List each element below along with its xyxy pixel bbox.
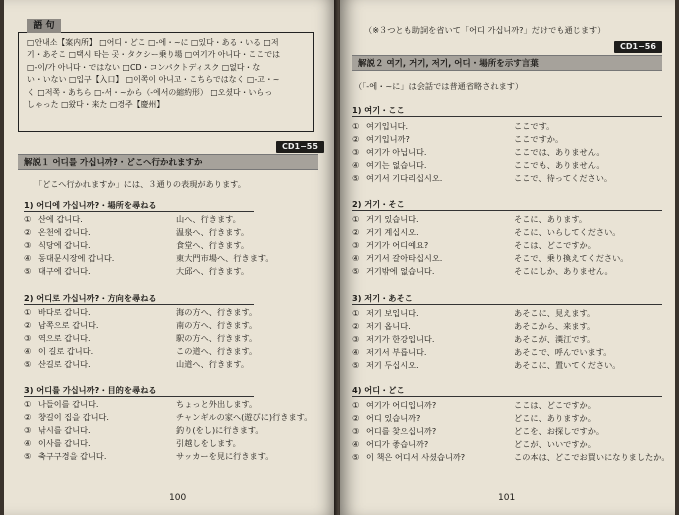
korean-text: 여기서 기다리십시오. (365, 173, 443, 183)
japanese-text: どこが、いいですか。 (514, 439, 596, 449)
section-heading: 解説２ 여기, 거기, 저기, 어디・場所を示す言葉 (352, 55, 662, 71)
korean-text: 거기 있습니다. (365, 214, 419, 224)
item-number: ⑤ (24, 451, 32, 461)
example-row (352, 146, 605, 158)
japanese-text: サッカーを見に行きます。 (176, 451, 274, 461)
example-row (352, 239, 596, 251)
vocabulary-line: い・いない □입구【入口】 □이쪽이 아니고・こちらではなく □-고・~ (27, 75, 280, 85)
item-number: ③ (352, 426, 360, 436)
korean-text: 거기서 갈아타십시오. (365, 253, 443, 263)
japanese-text: 引越しをします。 (176, 438, 241, 448)
intro-text: （「-에・~に」は会話では普通省略されます） (354, 81, 524, 91)
example-row (352, 265, 613, 277)
vocabulary-line: く □저쪽・あちら □-서・~から（-에서の縮約形） □오셨다・いらっ (27, 87, 273, 97)
korean-text: 여기가 어디입니까? (365, 400, 437, 410)
item-number: ② (24, 320, 32, 330)
item-number: ② (352, 134, 360, 144)
item-number: ④ (24, 253, 32, 263)
japanese-text: ここでは、ありません。 (514, 147, 605, 157)
left-page (4, 0, 337, 515)
japanese-text: ここでも、ありません。 (514, 160, 605, 170)
item-number: ① (352, 214, 360, 224)
korean-text: 어디가 좋습니까? (365, 439, 429, 449)
korean-text: 저기 보입니다. (365, 308, 419, 318)
korean-text: 어디 있습니까? (365, 413, 421, 423)
japanese-text: 海の方へ、行きます。 (176, 307, 258, 317)
section-heading: 解説１ 어디를 가십니까?・どこへ行かれますか (18, 154, 318, 170)
example-row (352, 307, 596, 319)
japanese-text: あそこに、見えます。 (514, 308, 596, 318)
korean-text: 어디를 찾으십니까? (365, 426, 437, 436)
subsection-heading: 3) 저기・あそこ (352, 292, 662, 305)
example-row (352, 359, 621, 371)
example-row (24, 332, 258, 344)
japanese-text: ここで、待ってください。 (514, 173, 613, 183)
korean-text: 거기 계십시오. (365, 227, 419, 237)
japanese-text: どこに、ありますか。 (514, 413, 596, 423)
item-number: ③ (352, 240, 360, 250)
japanese-text: 大邱へ、行きます。 (176, 266, 250, 276)
item-number: ① (352, 121, 360, 131)
item-number: ④ (352, 160, 360, 170)
cd-track-badge: CD1−55 (276, 141, 324, 153)
vocabulary-line: しゃった □왔다・来た □경주【慶州】 (27, 100, 165, 110)
japanese-text: そこは、どこですか。 (514, 240, 596, 250)
korean-text: 여기입니다. (365, 121, 409, 131)
japanese-text: 山へ、行きます。 (176, 214, 241, 224)
japanese-text: 食堂へ、行きます。 (176, 240, 250, 250)
japanese-text: ここは、どこですか。 (514, 400, 596, 410)
korean-text: 낚시를 갑니다. (37, 425, 91, 435)
item-number: ③ (24, 240, 32, 250)
japanese-text: ここですか。 (514, 134, 564, 144)
item-number: ① (24, 399, 32, 409)
item-number: ④ (352, 439, 360, 449)
japanese-text: この道へ、行きます。 (176, 346, 258, 356)
korean-text: 동대문시장에 갑니다. (37, 253, 115, 263)
korean-text: 여기입니까? (365, 134, 410, 144)
korean-text: 거기가 어디예요? (365, 240, 429, 250)
example-row (352, 226, 621, 238)
subsection-heading: 1) 어디에 가십니까?・場所を尋ねる (24, 199, 254, 212)
item-number: ② (24, 412, 32, 422)
korean-text: 역으로 갑니다. (37, 333, 91, 343)
subsection-heading: 2) 어디로 가십니까?・方向を尋ねる (24, 292, 254, 305)
korean-text: 여기는 없습니다. (365, 160, 427, 170)
korean-text: 저기서 부릅니다. (365, 347, 427, 357)
example-row (24, 319, 258, 331)
example-row (352, 425, 605, 437)
example-row (24, 345, 258, 357)
item-number: ① (352, 308, 360, 318)
item-number: ② (352, 321, 360, 331)
item-number: ② (24, 227, 32, 237)
japanese-text: あそこが、漢江です。 (514, 334, 596, 344)
example-row (24, 411, 313, 423)
japanese-text: 駅の方へ、行きます。 (176, 333, 258, 343)
example-row (352, 133, 564, 145)
japanese-text: どこを、お探しですか。 (514, 426, 605, 436)
korean-text: 남쪽으로 갑니다. (37, 320, 99, 330)
example-row (24, 398, 258, 410)
japanese-text: 釣り(をし)に行きます。 (176, 425, 264, 435)
korean-text: 산에 갑니다. (37, 214, 83, 224)
item-number: ⑤ (352, 173, 360, 183)
japanese-text: 山道へ、行きます。 (176, 359, 250, 369)
japanese-text: ここです。 (514, 121, 555, 131)
example-row (24, 226, 250, 238)
item-number: ② (352, 227, 360, 237)
example-row (24, 265, 250, 277)
top-note: （※３つとも助詞を省いて「어디 가십니까?」だけでも通じます） (364, 25, 606, 35)
korean-text: 축구구경을 갑니다. (37, 451, 107, 461)
example-row (24, 252, 274, 264)
example-row (352, 333, 596, 345)
item-number: ⑤ (352, 266, 360, 276)
vocabulary-lines (27, 37, 309, 111)
korean-text: 나들이를 갑니다. (37, 399, 99, 409)
japanese-text: あそこに、置いてください。 (514, 360, 621, 370)
example-row (352, 252, 629, 264)
korean-text: 저기 옵니다. (365, 321, 411, 331)
right-page (340, 0, 675, 515)
item-number: ⑤ (24, 266, 32, 276)
japanese-text: 東大門市場へ、行きます。 (176, 253, 274, 263)
japanese-text: ちょっと外出します。 (176, 399, 258, 409)
example-row (352, 213, 588, 225)
japanese-text: 南の方へ、行きます。 (176, 320, 258, 330)
japanese-text: この本は、どこでお買いになりましたか。 (514, 452, 670, 462)
subsection-heading: 1) 여기・ここ (352, 104, 662, 117)
japanese-text: そこにしか、ありません。 (514, 266, 613, 276)
item-number: ④ (24, 346, 32, 356)
item-number: ③ (352, 334, 360, 344)
item-number: ③ (352, 147, 360, 157)
example-row (352, 120, 555, 132)
item-number: ⑤ (352, 452, 360, 462)
item-number: ② (352, 413, 360, 423)
example-row (352, 159, 605, 171)
korean-text: 이사를 갑니다. (37, 438, 91, 448)
japanese-text: あそこから、来ます。 (514, 321, 596, 331)
example-row (352, 438, 596, 450)
example-row (24, 424, 264, 436)
korean-text: 온천에 갑니다. (37, 227, 91, 237)
item-number: ⑤ (24, 359, 32, 369)
example-row (352, 346, 612, 358)
korean-text: 거기밖에 없습니다. (365, 266, 435, 276)
japanese-text: そこに、あります。 (514, 214, 588, 224)
item-number: ⑤ (352, 360, 360, 370)
korean-text: 산길로 갑니다. (37, 359, 91, 369)
item-number: ④ (352, 253, 360, 263)
korean-text: 저기 두십시오. (365, 360, 419, 370)
subsection-heading: 4) 어디・どこ (352, 384, 662, 397)
korean-text: 바다로 갑니다. (37, 307, 91, 317)
korean-text: 대구에 갑니다. (37, 266, 91, 276)
japanese-text: チャンギルの家へ(遊びに)行きます。 (176, 412, 313, 422)
korean-text: 이 길로 갑니다. (37, 346, 94, 356)
korean-text: 챵길이 집을 갑니다. (37, 412, 110, 422)
japanese-text: そこに、いらしてください。 (514, 227, 621, 237)
korean-text: 이 책은 어디서 사셨습니까? (365, 452, 466, 462)
korean-text: 식당에 갑니다. (37, 240, 91, 250)
example-row (352, 451, 670, 463)
japanese-text: そこで、乗り換えてください。 (514, 253, 629, 263)
item-number: ④ (24, 438, 32, 448)
item-number: ① (24, 214, 32, 224)
japanese-text: 温泉へ、行きます。 (176, 227, 250, 237)
intro-text: 「どこへ行かれますか」には、３通りの表現があります。 (34, 179, 246, 189)
item-number: ③ (24, 425, 32, 435)
example-row (24, 358, 250, 370)
example-row (24, 213, 241, 225)
vocabulary-box (18, 21, 314, 132)
item-number: ① (24, 307, 32, 317)
page-number: 100 (169, 493, 187, 503)
example-row (24, 437, 241, 449)
vocabulary-line: □안내소【案内所】 □어디・どこ □-에・~に □있다・ある・いる □저 (27, 38, 279, 47)
example-row (24, 450, 274, 462)
subsection-heading: 3) 어디를 가십니까?・目的を尋ねる (24, 384, 254, 397)
korean-text: 저기가 한강입니다. (365, 334, 435, 344)
japanese-text: あそこで、呼んでいます。 (514, 347, 612, 357)
example-row (352, 320, 596, 332)
example-row (352, 172, 613, 184)
example-row (352, 399, 596, 411)
example-row (24, 239, 250, 251)
vocabulary-line: 기・あそこ □택시 타는 곳・タクシー乗り場 □여기가 아니다・ここでは (27, 50, 281, 60)
korean-text: 여기가 아닙니다. (365, 147, 427, 157)
item-number: ③ (24, 333, 32, 343)
item-number: ④ (352, 347, 360, 357)
vocabulary-title: 語 句 (27, 19, 61, 33)
item-number: ① (352, 400, 360, 410)
example-row (24, 306, 258, 318)
vocabulary-line: □-이/가 아니다・ではない □CD・コンパクトディスク □없다・な (27, 62, 261, 72)
cd-track-badge: CD1−56 (614, 41, 662, 53)
page-number: 101 (498, 493, 516, 503)
subsection-heading: 2) 거기・そこ (352, 198, 662, 211)
example-row (352, 412, 596, 424)
